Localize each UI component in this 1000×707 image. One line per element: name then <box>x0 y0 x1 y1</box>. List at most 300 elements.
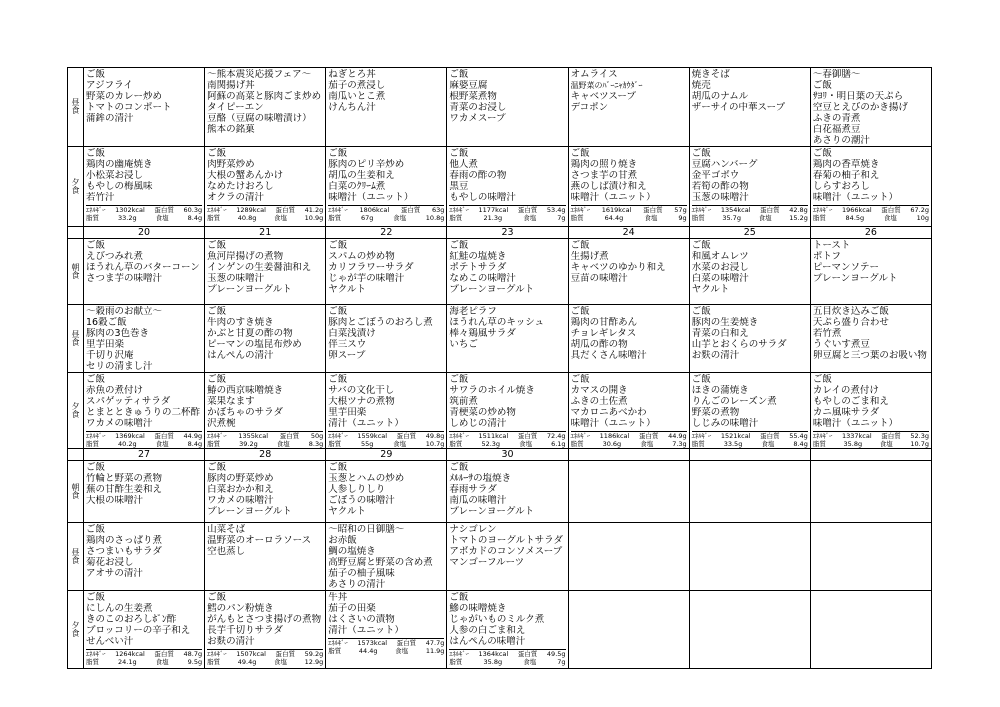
menu-item: ご飯 <box>812 148 832 159</box>
lunch-cell <box>326 305 447 373</box>
fat-value: 33.2g <box>118 214 137 222</box>
menu-item: 大根の味噌汁 <box>86 495 144 506</box>
breakfast-cell <box>84 461 205 523</box>
energy-label: ｴﾈﾙｷﾞｰ <box>449 432 469 440</box>
menu-item: にしんの生姜煮 <box>86 603 153 614</box>
energy-label: ｴﾈﾙｷﾞｰ <box>86 206 106 214</box>
energy-value: 1186kcal <box>599 432 630 440</box>
salt-label: 食塩 <box>761 440 775 448</box>
empty-cell <box>568 449 689 461</box>
lunch-cell <box>447 68 568 147</box>
menu-item: 阿蘇の高菜と豚肉ごま炒め <box>207 91 322 102</box>
fat-label: 脂質 <box>86 214 99 222</box>
menu-item: 青菜の白和え <box>691 328 749 339</box>
menu-item: 鰺の味噌焼き <box>449 603 507 614</box>
breakfast-cell <box>205 461 326 523</box>
menu-item: 棒々鶏風サラダ <box>449 328 516 339</box>
fat-label: 脂質 <box>86 440 99 448</box>
salt-value: 7g <box>557 214 566 222</box>
menu-item: はくさいの漬物 <box>328 614 395 625</box>
menu-item: ご飯 <box>328 374 348 385</box>
energy-value: 1369kcal <box>115 432 145 440</box>
menu-item: 竹輪と野菜の煮物 <box>86 473 163 484</box>
dinner-cell <box>205 147 326 227</box>
menu-item: 茄子の柚子風味 <box>328 568 395 579</box>
protein-value: 57g <box>674 206 687 214</box>
menu-item: スパムの炒め物 <box>328 251 395 262</box>
menu-item: 若竹汁 <box>86 192 115 203</box>
energy-value: 1511kcal <box>478 432 509 440</box>
menu-item: プレーンヨーグルト <box>207 506 292 517</box>
menu-item: ふきの土佐煮 <box>570 396 628 407</box>
menu-item: あさりの清汁 <box>328 579 386 590</box>
menu-item: ご飯 <box>328 240 348 251</box>
meal-label-text: 夕食 <box>71 177 80 194</box>
menu-calendar-table <box>67 67 932 669</box>
menu-item: ご飯 <box>691 240 711 251</box>
meal-label <box>68 68 84 147</box>
menu-item: 白菜おかか和え <box>207 484 274 495</box>
protein-value: 41.2g <box>304 206 324 214</box>
menu-item: カマスの開き <box>570 385 628 396</box>
date-cell: 27 <box>84 449 205 461</box>
menu-item: かぶと甘夏の酢の物 <box>207 328 293 339</box>
energy-value: 1521kcal <box>720 432 751 440</box>
menu-item: ご飯 <box>691 374 711 385</box>
menu-item: 鶏肉の香草焼き <box>812 159 880 170</box>
menu-item: ピーマンの塩昆布炒め <box>207 339 302 350</box>
nutrition-info <box>449 431 565 448</box>
menu-item: さつまいもサラダ <box>86 546 162 557</box>
energy-label: ｴﾈﾙｷﾞｰ <box>328 639 348 647</box>
menu-item: 鶏肉の幽庵焼き <box>86 159 153 170</box>
fat-value: 33.5g <box>723 440 743 448</box>
menu-item: 清汁（ユニット） <box>328 418 404 429</box>
fat-label: 脂質 <box>449 440 463 448</box>
salt-label: 食塩 <box>393 440 407 448</box>
protein-label: 蛋白質 <box>154 432 174 440</box>
menu-item: 玉葱の味噌汁 <box>207 273 265 284</box>
breakfast-cell <box>689 239 810 305</box>
lunch-cell <box>326 68 447 147</box>
menu-item: ほうれん草のキッシュ <box>449 317 545 328</box>
meal-label <box>68 239 84 305</box>
energy-label: ｴﾈﾙｷﾞｰ <box>207 206 227 214</box>
menu-item: 白花福煮豆 <box>812 124 861 135</box>
nutrition-info <box>449 205 565 222</box>
protein-label: 蛋白質 <box>881 206 901 214</box>
menu-item: 鯛の塩焼き <box>328 546 376 557</box>
energy-label: ｴﾈﾙｷﾞｰ <box>570 432 591 440</box>
nutrition-info <box>813 205 929 222</box>
menu-item: 菊花お浸し <box>86 557 134 568</box>
energy-label: ｴﾈﾙｷﾞｰ <box>207 650 227 658</box>
menu-item: カリフラワーサラダ <box>328 262 414 273</box>
fat-label: 脂質 <box>328 647 342 655</box>
menu-item: サワラのホイル焼き <box>449 385 535 396</box>
energy-value: 1364kcal <box>478 650 509 658</box>
meal-label-text: 昼食 <box>71 98 80 114</box>
menu-item: 他人煮 <box>449 159 478 170</box>
menu-item: ご飯 <box>449 462 469 473</box>
fat-value: 40.8g <box>237 214 257 222</box>
dinner-cell <box>447 591 568 669</box>
breakfast-cell <box>326 239 447 305</box>
menu-item: 蒲鉾の清汁 <box>86 113 134 124</box>
dinner-cell <box>326 147 447 227</box>
nutrition-info <box>813 431 929 448</box>
energy-label: ｴﾈﾙｷﾞｰ <box>570 206 591 214</box>
menu-item: 肉野菜炒め <box>207 159 255 170</box>
protein-value: 72.4g <box>546 432 566 440</box>
dinner-cell <box>205 373 326 449</box>
energy-value: 1264kcal <box>115 650 145 658</box>
menu-item: 空也蒸し <box>207 546 246 557</box>
menu-item: 和風オムレツ <box>691 251 749 262</box>
fat-label: 脂質 <box>207 440 221 448</box>
menu-item: けんちん汁 <box>328 102 376 113</box>
menu-item: 温野菜のﾊﾞｰﾆｬｶｳﾀﾞｰ <box>570 81 643 90</box>
nutrition-info <box>328 638 444 655</box>
fat-label: 脂質 <box>328 440 342 448</box>
menu-item: 豆腐ハンバーグ <box>691 159 758 170</box>
menu-item: ポトフ <box>812 251 842 262</box>
nutrition-info <box>692 205 808 222</box>
nutrition-info <box>86 431 202 448</box>
menu-item: 金平ゴボウ <box>691 170 740 181</box>
energy-value: 1355kcal <box>238 432 268 440</box>
menu-item: 高野豆腐と野菜の含め煮 <box>328 557 433 568</box>
protein-value: 59.2g <box>304 650 324 658</box>
menu-item: ～春御膳～ <box>812 69 861 80</box>
menu-item: ご飯 <box>691 148 711 159</box>
menu-item: ご飯 <box>570 374 590 385</box>
lunch-cell <box>810 305 931 373</box>
date-cell: 23 <box>447 227 568 239</box>
meal-label <box>68 373 84 449</box>
empty-cell <box>689 591 810 669</box>
menu-item: 若筍の酢の物 <box>691 181 749 192</box>
protein-label: 蛋白質 <box>760 206 780 214</box>
menu-item: 沢煮椀 <box>207 418 236 429</box>
breakfast-cell <box>568 239 689 305</box>
dinner-cell <box>689 373 810 449</box>
fat-label: 脂質 <box>691 214 705 222</box>
menu-item: プレーンヨーグルト <box>207 284 292 295</box>
protein-label: 蛋白質 <box>275 206 296 214</box>
menu-item: ほきの蒲焼き <box>691 385 749 396</box>
meal-label-text: 夕食 <box>71 401 80 418</box>
menu-item: 海老ピラフ <box>449 306 497 317</box>
menu-item: 大根の蟹あんかけ <box>207 170 284 181</box>
protein-label: 蛋白質 <box>881 432 901 440</box>
menu-item: 魚河岸揚げの煮物 <box>207 251 284 262</box>
breakfast-cell <box>810 239 931 305</box>
energy-label: ｴﾈﾙｷﾞｰ <box>207 432 227 440</box>
menu-item: ご飯 <box>570 148 590 159</box>
energy-label: ｴﾈﾙｷﾞｰ <box>449 206 469 214</box>
menu-item: はんぺんの味噌汁 <box>449 636 526 647</box>
menu-item: プレーンヨーグルト <box>449 284 535 295</box>
meal-label <box>68 147 84 227</box>
fat-value: 39.2g <box>239 440 258 448</box>
salt-label: 食塩 <box>274 214 288 222</box>
date-row-spacer <box>68 227 84 239</box>
menu-item: 玉葱の味噌汁 <box>691 192 749 203</box>
lunch-cell <box>689 68 810 147</box>
salt-value: 8.4g <box>187 214 203 222</box>
fat-label: 脂質 <box>449 658 463 666</box>
meal-label-text: 昼食 <box>71 329 80 346</box>
protein-value: 42.8g <box>789 206 808 214</box>
menu-item: えびつみれ煮 <box>86 251 144 262</box>
menu-item: ｻﾖﾘ・明日葉の天ぷら <box>812 91 904 102</box>
fat-label: 脂質 <box>691 440 705 448</box>
salt-label: 食塩 <box>274 658 288 666</box>
menu-item: 小松菜お浸し <box>86 170 144 181</box>
protein-label: 蛋白質 <box>154 206 174 214</box>
menu-item: アジフライ <box>86 80 133 91</box>
energy-value: 1559kcal <box>357 432 388 440</box>
menu-item: プレーンヨーグルト <box>812 273 898 284</box>
meal-label <box>68 305 84 373</box>
protein-label: 蛋白質 <box>517 206 538 214</box>
menu-item: ご飯 <box>86 592 106 603</box>
menu-item: 卵豆腐と三つ葉のお吸い物 <box>812 350 927 361</box>
menu-item: ご飯 <box>812 374 832 385</box>
salt-value: 7g <box>557 658 566 666</box>
energy-label: ｴﾈﾙｷﾞｰ <box>86 650 106 658</box>
fat-value: 64.4g <box>604 214 624 222</box>
empty-cell <box>689 449 810 461</box>
salt-value: 15.2g <box>789 214 808 222</box>
lunch-cell <box>326 523 447 591</box>
menu-item: さつま芋の甘煮 <box>570 170 638 181</box>
salt-value: 11.9g <box>425 647 445 655</box>
lunch-cell <box>84 523 205 591</box>
empty-cell <box>568 591 689 669</box>
date-cell: 30 <box>447 449 568 461</box>
protein-label: 蛋白質 <box>154 650 174 658</box>
menu-item: せんべい汁 <box>86 636 134 647</box>
menu-item: ふきの青煮 <box>812 113 861 124</box>
empty-cell <box>810 461 931 523</box>
nutrition-info <box>449 649 565 666</box>
meal-label-text: 夕食 <box>71 620 80 637</box>
nutrition-info <box>571 205 687 222</box>
menu-item: ご飯 <box>86 462 106 473</box>
energy-label: ｴﾈﾙｷﾞｰ <box>812 432 833 440</box>
nutrition-info <box>207 649 323 666</box>
menu-item: 白菜の味噌汁 <box>691 273 749 284</box>
menu-item: スパゲッティサラダ <box>86 396 171 407</box>
protein-value: 53.4g <box>546 206 566 214</box>
menu-item: 野菜のカレー炒め <box>86 91 163 102</box>
menu-item: マンゴーフルーツ <box>449 557 525 568</box>
menu-item: デコポン <box>570 102 609 113</box>
menu-item: さつま芋の味噌汁 <box>86 273 163 284</box>
menu-item: 青梗菜の炒め物 <box>449 407 516 418</box>
fat-value: 40.2g <box>118 440 137 448</box>
menu-item: ごぼうの味噌汁 <box>328 495 395 506</box>
salt-label: 食塩 <box>523 658 537 666</box>
fat-value: 49.4g <box>237 658 257 666</box>
date-row-spacer <box>68 449 84 461</box>
salt-value: 8.4g <box>187 440 203 448</box>
menu-item: ポテトサラダ <box>449 262 507 273</box>
menu-item: カレイの煮付け <box>812 385 879 396</box>
menu-item: 大根ツナの煮物 <box>328 396 395 407</box>
menu-item: 豚肉の生姜焼き <box>691 317 759 328</box>
menu-item: 鶏肉の甘酢あん <box>570 317 638 328</box>
menu-item: ご飯 <box>691 306 711 317</box>
breakfast-cell <box>326 461 447 523</box>
energy-label: ｴﾈﾙｷﾞｰ <box>691 206 712 214</box>
dinner-cell <box>447 147 568 227</box>
fat-value: 30.6g <box>602 440 622 448</box>
menu-item: しめじの清汁 <box>449 418 507 429</box>
protein-value: 52.3g <box>910 432 929 440</box>
salt-value: 8.4g <box>793 440 808 448</box>
menu-item: ご飯 <box>207 240 227 251</box>
salt-label: 食塩 <box>644 214 658 222</box>
lunch-cell <box>205 305 326 373</box>
menu-item: ヤクルト <box>691 284 730 295</box>
energy-value: 1573kcal <box>357 639 388 647</box>
date-cell: 28 <box>205 449 326 461</box>
menu-item: 牛肉のすき焼き <box>207 317 274 328</box>
menu-item: 牛丼 <box>328 592 348 603</box>
salt-label: 食塩 <box>155 214 169 222</box>
menu-item: アボカドのコンソメスープ <box>449 546 563 557</box>
menu-item: ご飯 <box>449 592 469 603</box>
lunch-cell <box>205 68 326 147</box>
energy-label: ｴﾈﾙｷﾞｰ <box>328 206 348 214</box>
menu-item: 熊本の銘菓 <box>207 124 255 135</box>
dinner-cell <box>326 591 447 669</box>
menu-item: もやしの梅風味 <box>86 181 153 192</box>
menu-item: 玉葱とハムの炒め <box>328 473 405 484</box>
menu-item: あさりの潮汁 <box>812 135 870 146</box>
fat-value: 35.8g <box>483 658 503 666</box>
menu-item: 卵スープ <box>328 350 366 361</box>
menu-item: 人参の白ごま和え <box>449 625 526 636</box>
meal-label <box>68 461 84 523</box>
menu-item: 16穀ご飯 <box>86 317 127 328</box>
menu-item: ご飯 <box>86 69 106 80</box>
lunch-cell <box>84 305 205 373</box>
dinner-cell <box>810 373 931 449</box>
menu-item: ご飯 <box>86 148 106 159</box>
salt-value: 10.8g <box>425 214 445 222</box>
menu-item: なめこの味噌汁 <box>449 273 516 284</box>
menu-item: ヤクルト <box>328 284 366 295</box>
menu-item: いちご <box>449 339 478 350</box>
menu-item: 長芋千切りサラダ <box>207 625 284 636</box>
fat-value: 24.1g <box>118 658 137 666</box>
energy-value: 1966kcal <box>841 206 872 214</box>
salt-label: 食塩 <box>640 440 654 448</box>
menu-item: 紅鮭の塩焼き <box>449 251 507 262</box>
menu-item: ご飯 <box>207 148 227 159</box>
menu-item: 野菜の煮物 <box>691 407 740 418</box>
menu-item: 味噌汁（ユニット） <box>328 192 414 203</box>
menu-item: 豚肉とごぼうのおろし煮 <box>328 317 433 328</box>
fat-label: 脂質 <box>207 658 221 666</box>
protein-value: 60.3g <box>183 206 203 214</box>
menu-item: 白菜のｸﾘｰﾑ煮 <box>328 181 386 192</box>
meal-label-text: 朝食 <box>71 262 80 279</box>
energy-value: 1354kcal <box>720 206 751 214</box>
menu-item: うぐいす煮豆 <box>812 339 870 350</box>
menu-item: 味噌汁（ユニット） <box>570 418 656 429</box>
energy-label: ｴﾈﾙｷﾞｰ <box>449 650 469 658</box>
menu-item: 春雨サラダ <box>449 484 497 495</box>
dinner-cell <box>205 591 326 669</box>
menu-item: ～熊本震災応援フェア～ <box>207 69 312 80</box>
menu-item: ご飯 <box>207 306 227 317</box>
menu-item: 燕のしば漬け和え <box>570 181 647 192</box>
protein-value: 67.2g <box>910 206 929 214</box>
lunch-cell <box>447 305 568 373</box>
menu-item: ナシゴレン <box>449 524 497 535</box>
menu-item: 温野菜のオーロラソース <box>207 535 312 546</box>
fat-label: 脂質 <box>812 440 826 448</box>
menu-item: 人参しりしり <box>328 484 386 495</box>
menu-item: キャベツのゆかり和え <box>570 262 666 273</box>
dinner-cell <box>84 591 205 669</box>
menu-item: オクラの清汁 <box>207 192 264 203</box>
protein-value: 49.5g <box>546 650 566 658</box>
menu-item: アオサの清汁 <box>86 568 143 579</box>
nutrition-info <box>207 431 323 448</box>
nutrition-info <box>86 205 202 222</box>
breakfast-cell <box>205 239 326 305</box>
protein-value: 48.7g <box>183 650 203 658</box>
menu-item: カニ風味サラダ <box>812 407 880 418</box>
lunch-cell <box>568 68 689 147</box>
menu-item: ブロッコリーの辛子和え <box>86 625 191 636</box>
meal-label <box>68 591 84 669</box>
empty-cell <box>568 461 689 523</box>
menu-item: 豚肉のピリ辛炒め <box>328 159 405 170</box>
menu-item: 青菜のお浸し <box>449 102 507 113</box>
menu-item: 鶏肉のさっぱり煮 <box>86 535 163 546</box>
menu-item: しじみの味噌汁 <box>691 418 759 429</box>
protein-value: 44.9g <box>183 432 203 440</box>
protein-label: 蛋白質 <box>279 432 300 440</box>
date-cell: 21 <box>205 227 326 239</box>
salt-label: 食塩 <box>155 440 169 448</box>
menu-item: 若竹煮 <box>812 328 842 339</box>
fat-label: 脂質 <box>449 214 463 222</box>
menu-item: 豚肉の野菜炒め <box>207 473 274 484</box>
salt-value: 9g <box>678 214 687 222</box>
meal-label-text: 朝食 <box>71 482 80 499</box>
protein-label: 蛋白質 <box>760 432 780 440</box>
salt-label: 食塩 <box>523 214 537 222</box>
fat-value: 21.3g <box>483 214 503 222</box>
menu-item: ご飯 <box>207 592 227 603</box>
protein-label: 蛋白質 <box>400 206 421 214</box>
menu-item: 焼売 <box>691 80 711 91</box>
menu-item: 五目炊き込みご飯 <box>812 306 889 317</box>
date-cell: 22 <box>326 227 447 239</box>
protein-label: 蛋白質 <box>517 650 538 658</box>
menu-item: ～穀雨のお献立～ <box>86 306 163 317</box>
menu-item: オムライス <box>570 69 618 80</box>
menu-item: 南瓜の味噌汁 <box>449 495 507 506</box>
